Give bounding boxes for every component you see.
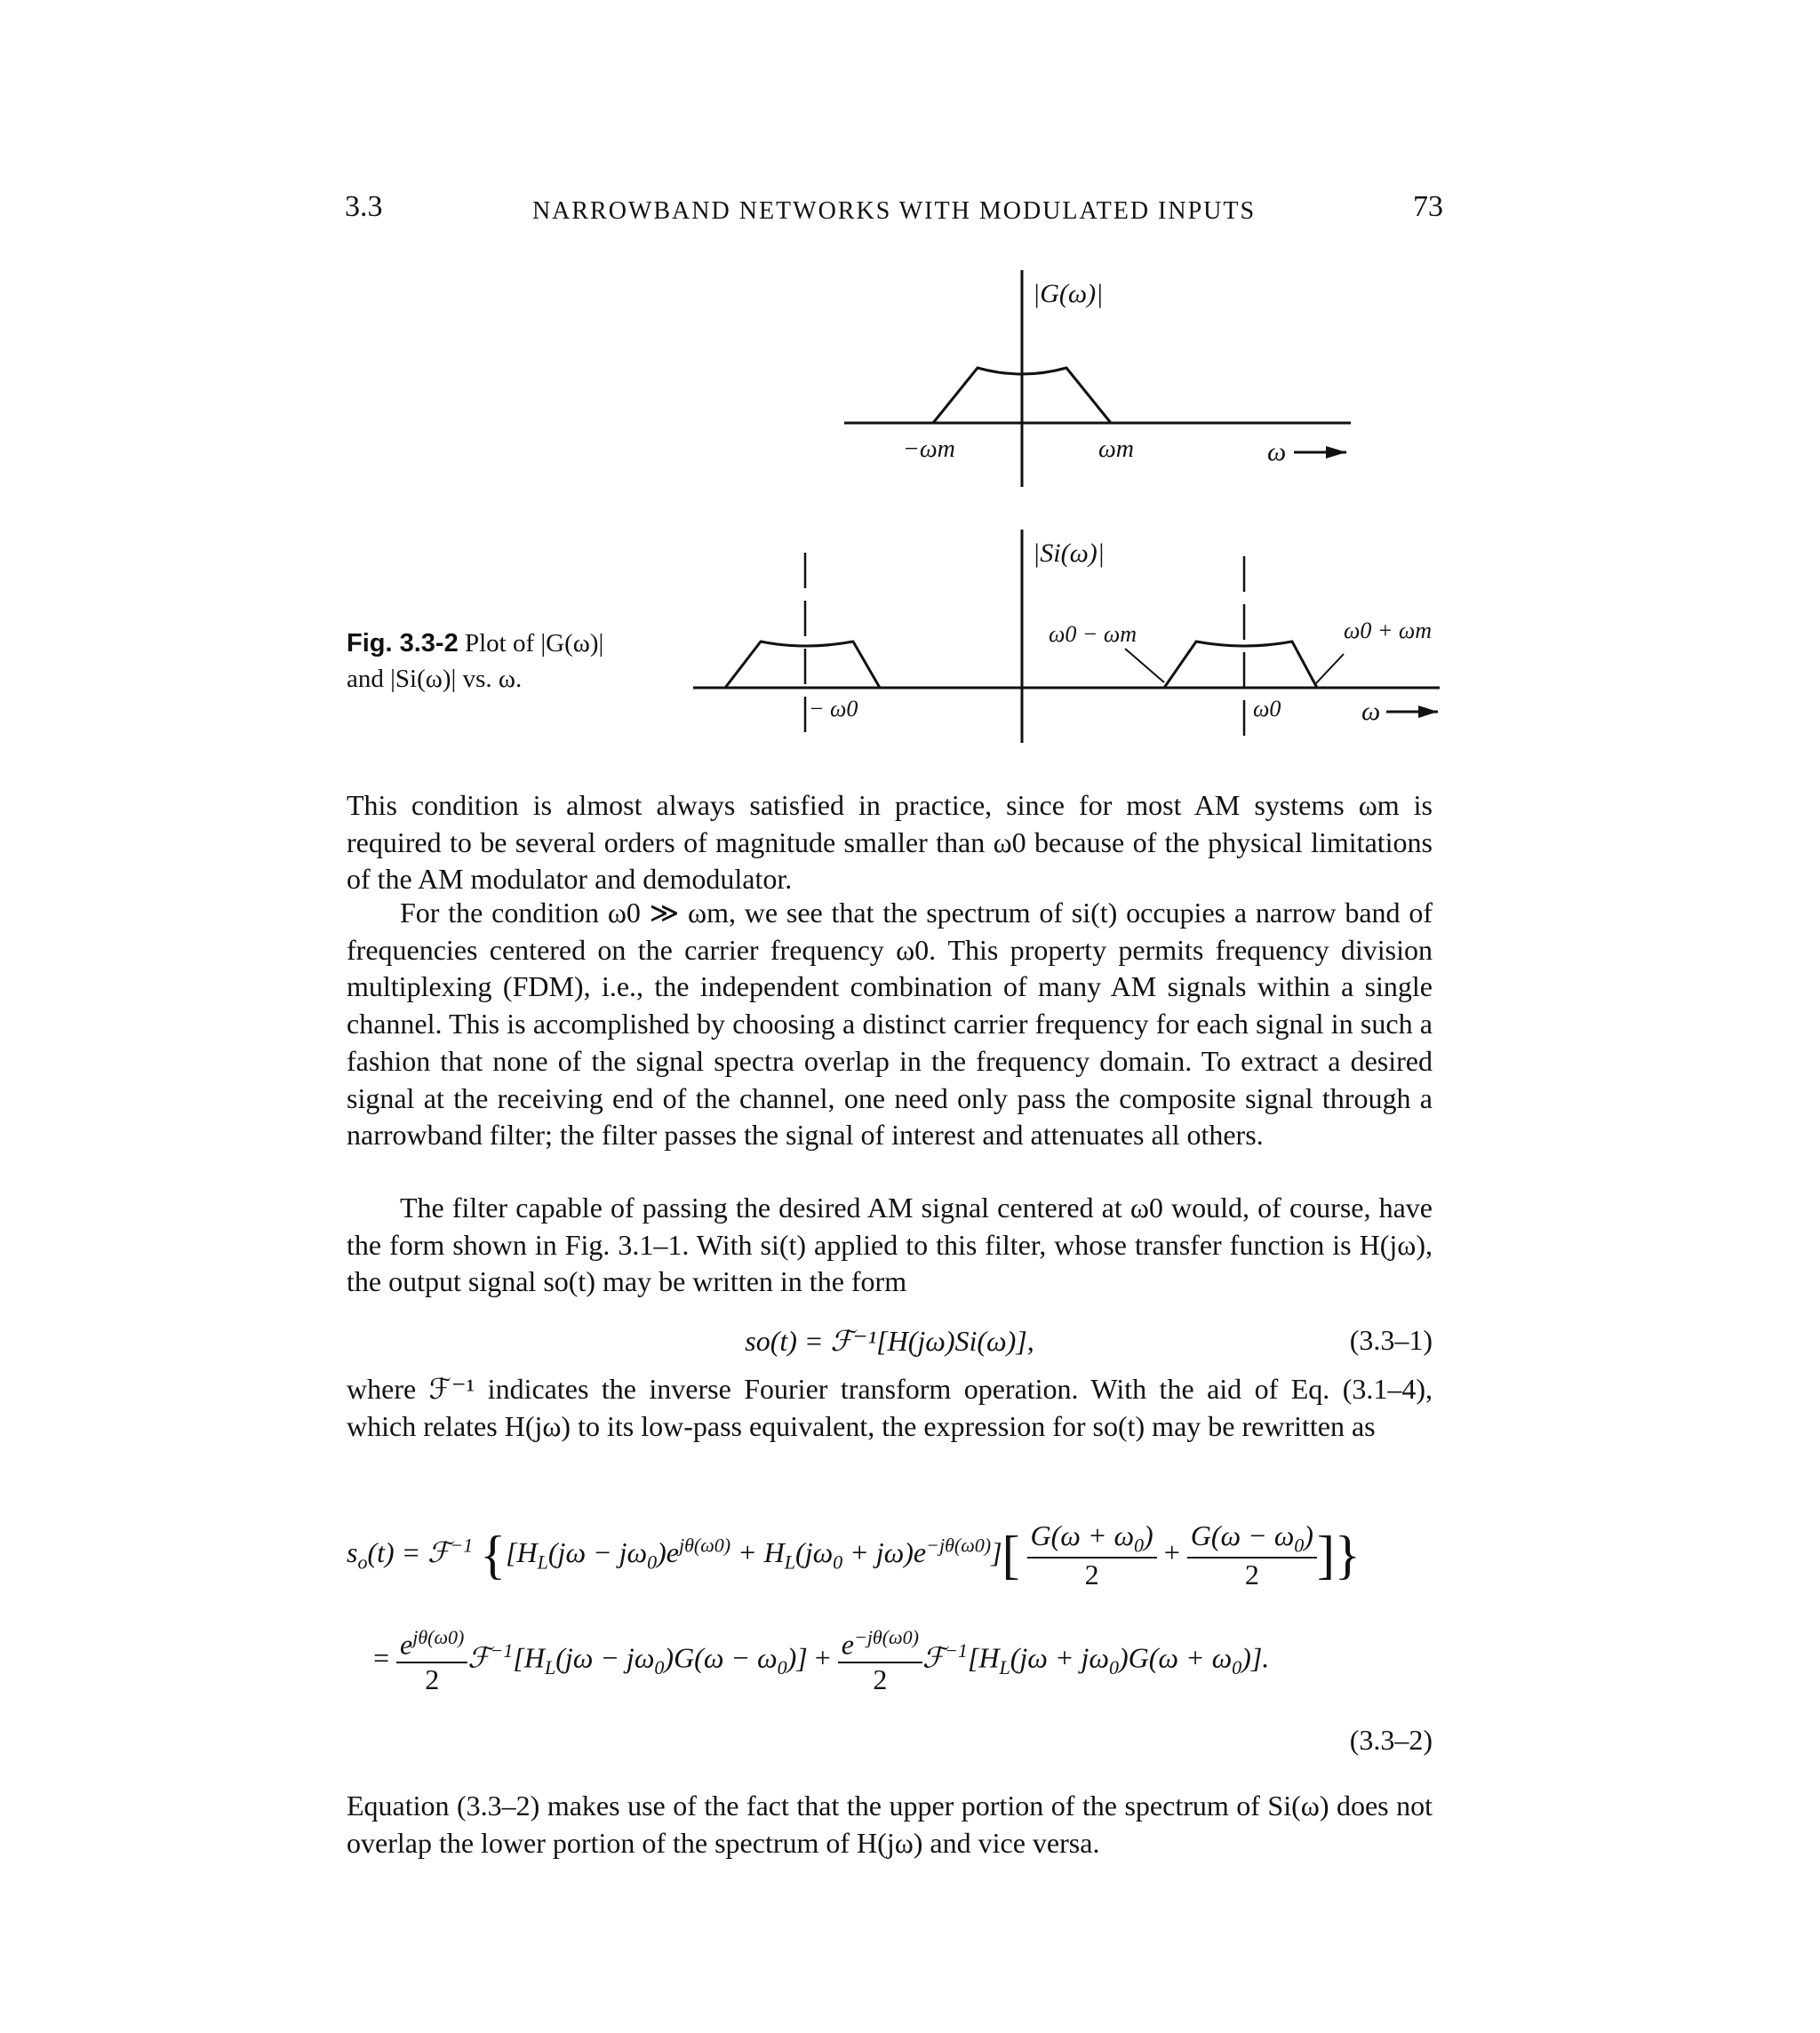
figure-caption <box>347 626 658 697</box>
neg-band-curve <box>725 642 880 688</box>
g-spectrum-plot <box>835 263 1404 503</box>
paragraph-3: The filter capable of passing the desired AM signal centered at ω0 would, of course, have the form shown in Fig. 3.1–1. With si(t) applied to this filter, whose transfer function is H(jω), the output signal so(t) may be written in the form <box>347 1192 1433 1298</box>
equation-3-3-1-body: so(t) = ℱ⁻¹[H(jω)Si(ω)], <box>745 1325 1034 1357</box>
neg-center-label: − ω0 <box>809 696 858 722</box>
paragraph-2: For the condition ω0 ≫ ωm, we see that the spectrum of si(t) occupies a narrow band of frequencies centered on the carrier frequency ω0. This property permits frequency division multiplexing (FDM), i.e., the independent combination of many AM signals within a single channel. This is accomplished by choosing a distinct carrier frequency for each signal in such a fashion that none of the signal spectra overlap in the frequency domain. To extract a desired signal at the receiving end of the channel, one need only pass the composite signal through a narrowband filter; the filter passes the signal of interest and attenuates all others. <box>347 897 1433 1152</box>
equation-3-3-2-line-2: = $\frac{e^{j\theta(\omega 0)}}{2}$ $ℱ^{-1}[H_L(j\omega - j\omega_0)G(\omega - \omega_0)]$ + $\frac{e^{-j\theta(\omega 0)}}{2}$ $ℱ^{-1}[H_L(j\omega + j\omega_0)G(\omega + \omega_0)]$. <box>373 1626 1270 1695</box>
section-number: 3.3 <box>345 190 383 223</box>
caption-text-1: Plot of |G(ω)| <box>464 629 604 658</box>
page-number: 73 <box>1413 190 1443 223</box>
g-axis-label: ω <box>1267 437 1287 466</box>
si-spectrum-plot <box>684 521 1449 752</box>
running-head <box>345 190 1443 235</box>
upper-edge-label: ω0 + ωm <box>1344 618 1433 643</box>
paragraph-4: where ℱ⁻¹ indicates the inverse Fourier transform operation. With the aid of Eq. (3.1–4), which relates H(jω) to its low-pass equivalent, the expression for so(t) may be rewritten as <box>347 1373 1433 1442</box>
caption-text-2: and |Si(ω)| vs. ω. <box>347 665 523 693</box>
paragraph-1: This condition is almost always satisfied in practice, since for most AM systems ωm is required to be several orders of magnitude smaller than ω0 because of the physical limitations of the AM modulator and demodulator. <box>347 789 1433 896</box>
pos-band-curve <box>1164 642 1317 688</box>
lower-edge-label: ω0 − ωm <box>1049 621 1138 647</box>
equation-3-3-2-number: (3.3–2) <box>1349 1724 1433 1756</box>
g-neg-edge-label: −ωm <box>903 435 955 463</box>
g-pos-edge-label: ωm <box>1098 435 1134 463</box>
si-axis-label: ω <box>1361 697 1381 726</box>
lower-edge-leader <box>1125 649 1164 682</box>
g-ylabel: |G(ω)| <box>1033 279 1104 308</box>
paragraph-5: Equation (3.3–2) makes use of the fact that the upper portion of the spectrum of Si(ω) does not overlap the lower portion of the spectrum of H(jω) and vice versa. <box>347 1790 1433 1859</box>
equation-3-3-2-line-1: $s_o(t)$ = ℱ$^{-1}$ {$[H_L(j\omega - j\omega_0)e^{j\theta(\omega 0)} + H_L(j\omega_0 + j\omega)e^{-j\theta(\omega 0)}]$[ $\frac{G(\omega + \omega_0)}{2}$ + $\frac{G(\omega - \omega_0)}{2}$ ]} <box>347 1519 1361 1591</box>
figure-label: Fig. 3.3-2 <box>347 629 459 658</box>
running-title: NARROWBAND NETWORKS WITH MODULATED INPUTS <box>531 197 1257 225</box>
g-axis-arrowhead <box>1326 446 1346 458</box>
pos-center-label: ω0 <box>1253 696 1281 722</box>
equation-3-3-1-number: (3.3–1) <box>1349 1324 1433 1356</box>
si-ylabel: |Si(ω)| <box>1033 538 1105 568</box>
si-axis-arrowhead <box>1418 706 1438 718</box>
upper-edge-leader <box>1315 654 1344 684</box>
